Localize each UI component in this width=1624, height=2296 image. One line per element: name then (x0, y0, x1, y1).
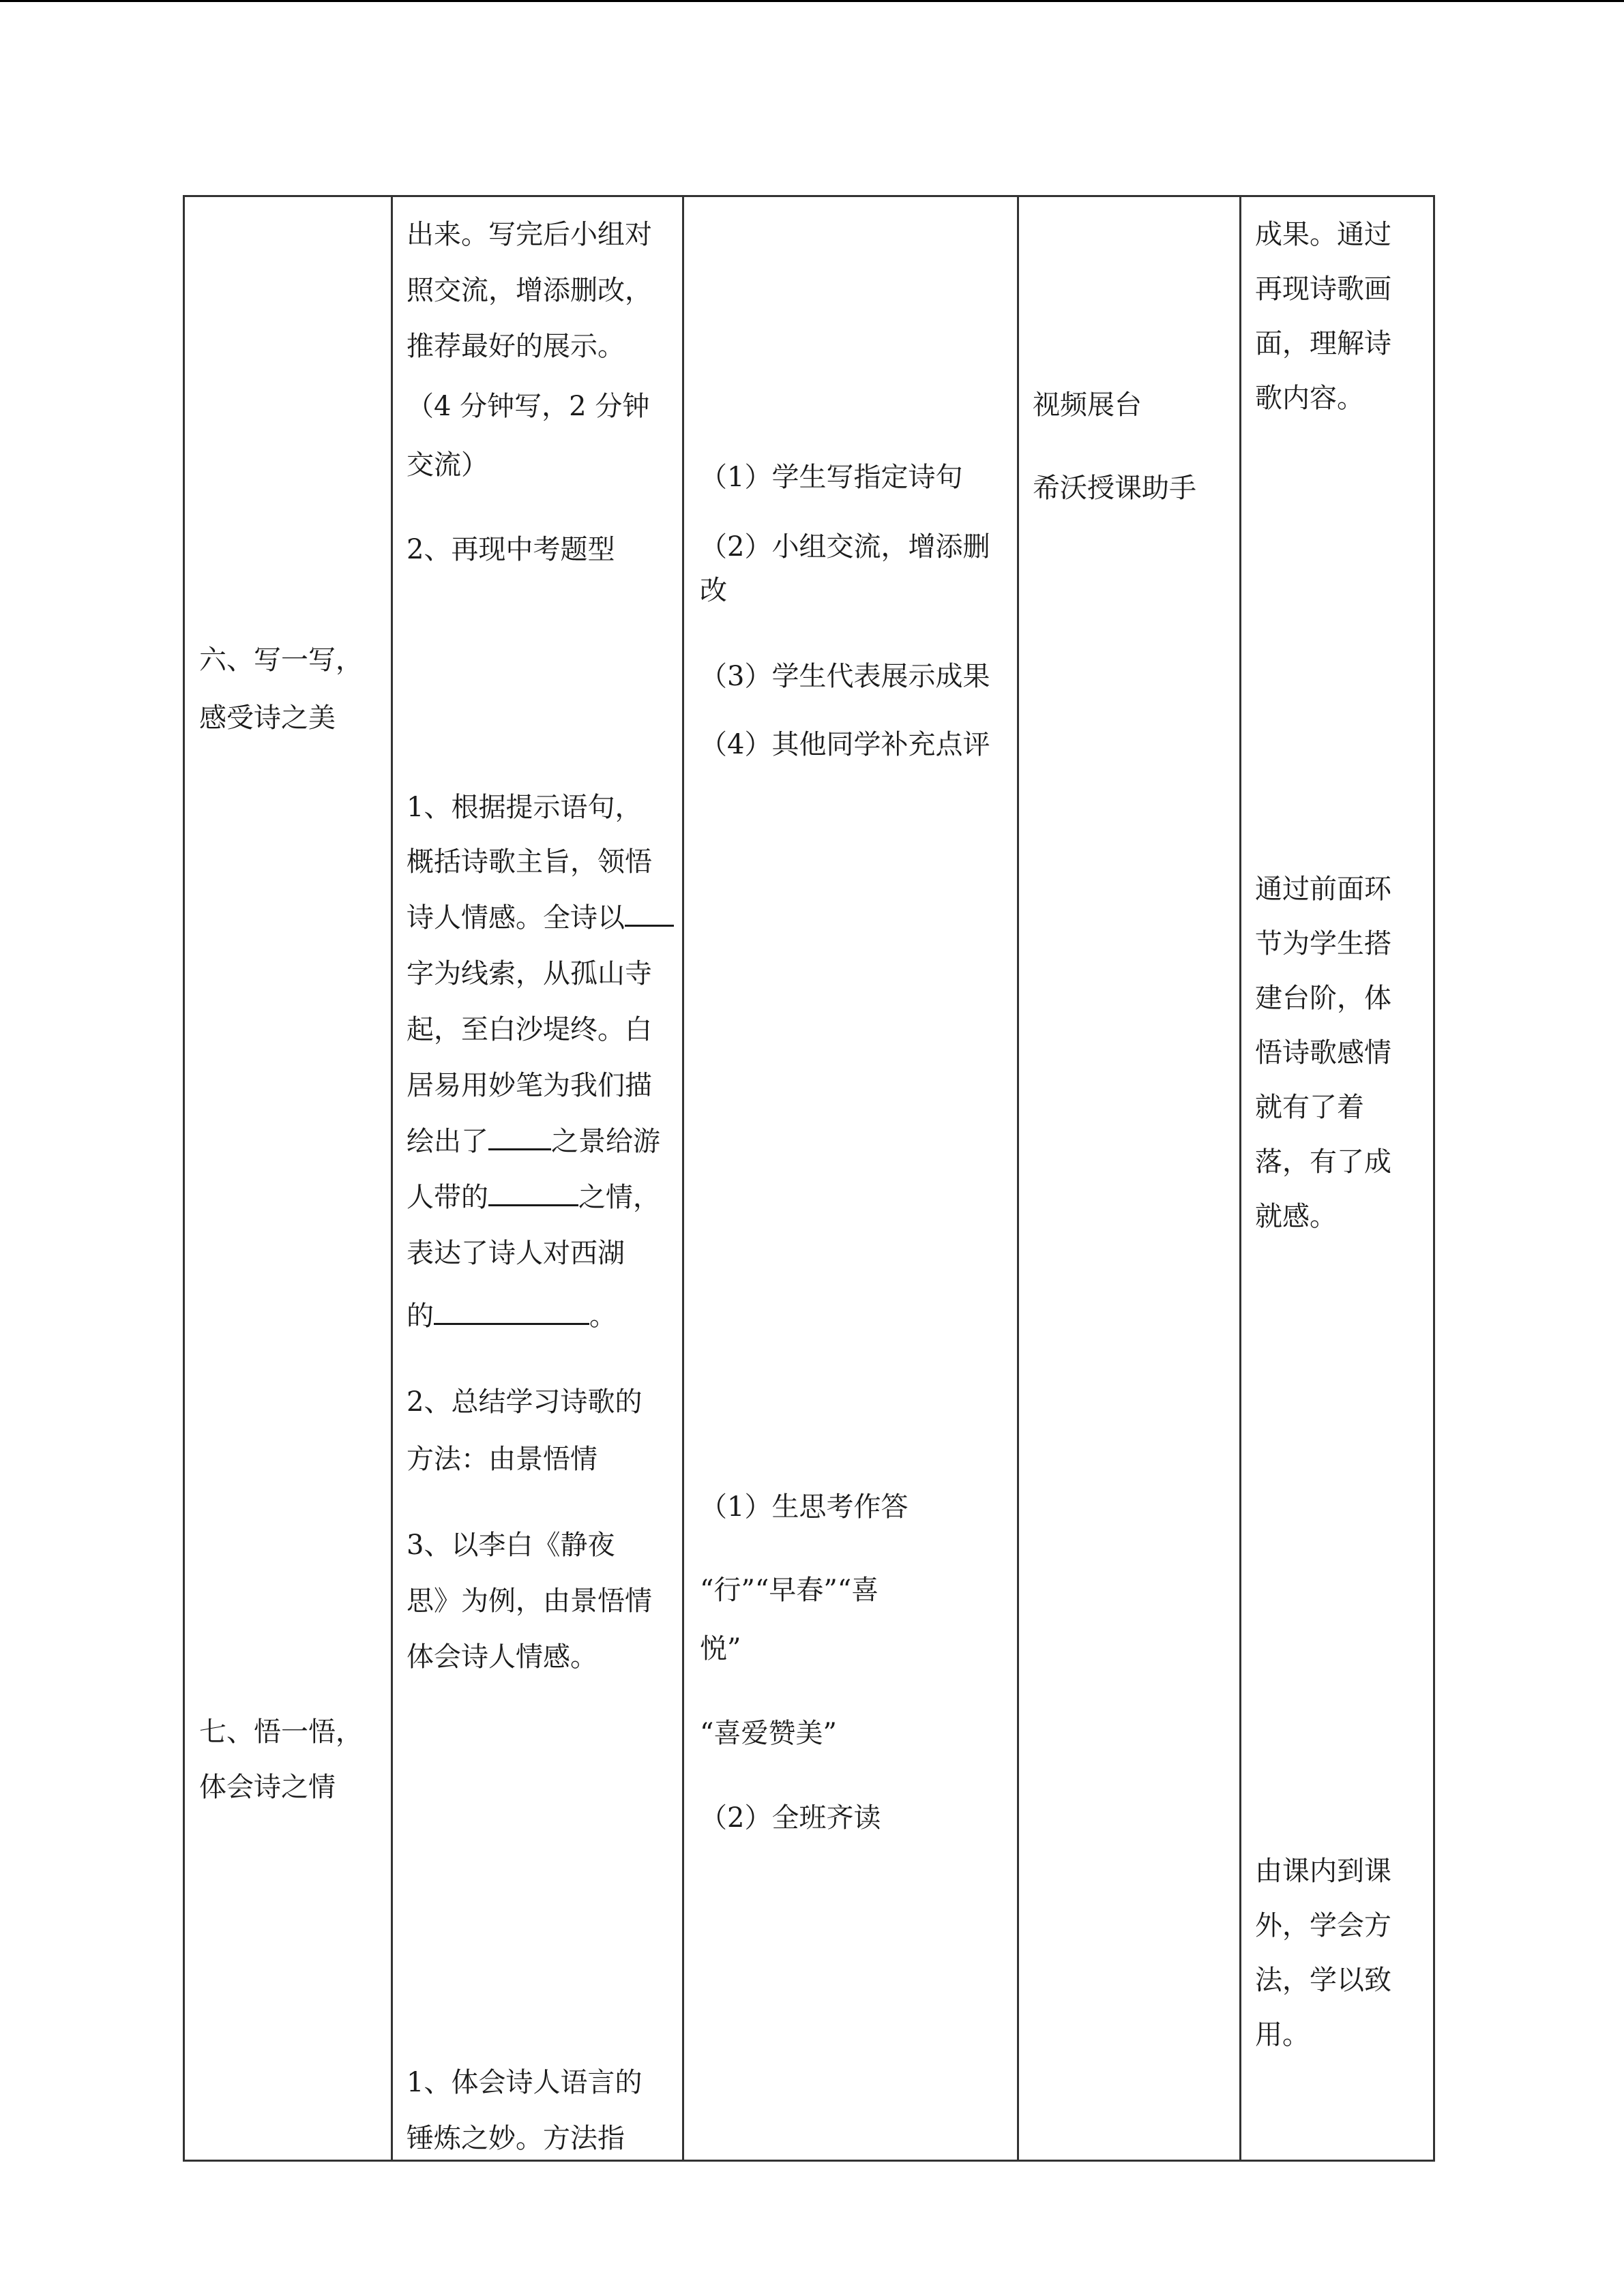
fill-blank (625, 900, 674, 927)
process-line (407, 1289, 617, 1343)
intent-line: 悟诗歌感情 (1255, 1037, 1391, 1069)
intent-line: 通过前面环 (1255, 874, 1391, 905)
media-item: 希沃授课助手 (1033, 473, 1196, 504)
process-text: 绘出了 (407, 1126, 488, 1157)
process-line: 表达了诗人对西湖 (407, 1238, 625, 1269)
intent-line: 外，学会方 (1255, 1910, 1391, 1941)
column-divider-4 (1239, 195, 1241, 2162)
student-activity-line: （1）学生写指定诗句 (700, 462, 963, 493)
student-activity-line: 改 (700, 575, 727, 606)
student-activity-line: “喜爱赞美” (700, 1718, 837, 1749)
process-text: 诗人情感。全诗以 (407, 902, 625, 934)
intent-line: 由课内到课 (1255, 1855, 1391, 1887)
process-line: 2、总结学习诗歌的 (407, 1386, 643, 1418)
process-line: 方法：由景悟情 (407, 1444, 597, 1475)
process-text: 之情， (578, 1182, 660, 1213)
student-activity-line: 悦” (700, 1633, 741, 1665)
process-line: 起，至白沙堤终。白 (407, 1014, 652, 1045)
media-item: 视频展台 (1033, 389, 1142, 421)
process-line: （4 分钟写，2 分钟 (407, 391, 650, 422)
student-activity-line: （1）生思考作答 (700, 1491, 909, 1523)
process-line: 概括诗歌主旨，领悟 (407, 846, 652, 878)
process-line: 体会诗人情感。 (407, 1641, 597, 1673)
intent-line: 面，理解诗 (1255, 328, 1391, 359)
intent-line: 法，学以致 (1255, 1965, 1391, 1996)
intent-line: 节为学生搭 (1255, 928, 1391, 959)
process-line: 1、根据提示语句， (407, 792, 643, 823)
process-line (407, 1114, 660, 1169)
student-activity-line: （2）小组交流，增添删 (700, 531, 990, 563)
process-line (407, 891, 674, 945)
column-divider-1 (391, 195, 393, 2162)
process-line: 照交流，增添删改， (407, 275, 652, 306)
column-divider-2 (682, 195, 684, 2162)
intent-line: 用。 (1255, 2019, 1310, 2051)
column-divider-3 (1017, 195, 1019, 2162)
stage-label: 体会诗之情 (199, 1772, 336, 1803)
intent-line: 再现诗歌画 (1255, 273, 1391, 305)
fill-blank (488, 1180, 578, 1206)
student-activity-line: （3）学生代表展示成果 (700, 661, 990, 692)
process-line: 思》为例，由景悟情 (407, 1585, 652, 1617)
process-text: 之景给游 (551, 1126, 660, 1157)
process-line: 2、再现中考题型 (407, 534, 615, 565)
stage-label: 感受诗之美 (199, 702, 336, 734)
stage-label: 六、写一写， (199, 644, 363, 676)
process-text: 的 (407, 1300, 434, 1332)
process-line: 居易用妙笔为我们描 (407, 1070, 652, 1101)
intent-line: 歌内容。 (1255, 383, 1364, 414)
fill-blank (488, 1124, 551, 1150)
intent-line: 成果。通过 (1255, 219, 1391, 250)
fill-blank (434, 1298, 589, 1325)
student-activity-line: “行”“早春”“喜 (700, 1575, 879, 1606)
student-activity-line: （4）其他同学补充点评 (700, 729, 990, 760)
process-line (407, 1170, 660, 1225)
process-line: 字为线索，从孤山寺 (407, 958, 652, 989)
stage-label: 七、悟一悟， (199, 1716, 363, 1748)
student-activity-line: （2）全班齐读 (700, 1802, 881, 1834)
intent-line: 就感。 (1255, 1201, 1337, 1232)
process-line: 3、以李白《静夜 (407, 1530, 615, 1561)
process-line: 锤炼之妙。方法指 (407, 2123, 625, 2154)
intent-line: 建台阶，体 (1255, 983, 1391, 1014)
process-line: 1、体会诗人语言的 (407, 2067, 643, 2098)
intent-line: 落，有了成 (1255, 1146, 1391, 1178)
intent-line: 就有了着 (1255, 1092, 1364, 1123)
process-text: 。 (589, 1300, 617, 1332)
process-line: 推荐最好的展示。 (407, 331, 625, 362)
process-line: 出来。写完后小组对 (407, 219, 652, 250)
process-line: 交流） (407, 449, 488, 481)
process-text: 人带的 (407, 1182, 488, 1213)
page-top-border (0, 0, 1624, 2)
